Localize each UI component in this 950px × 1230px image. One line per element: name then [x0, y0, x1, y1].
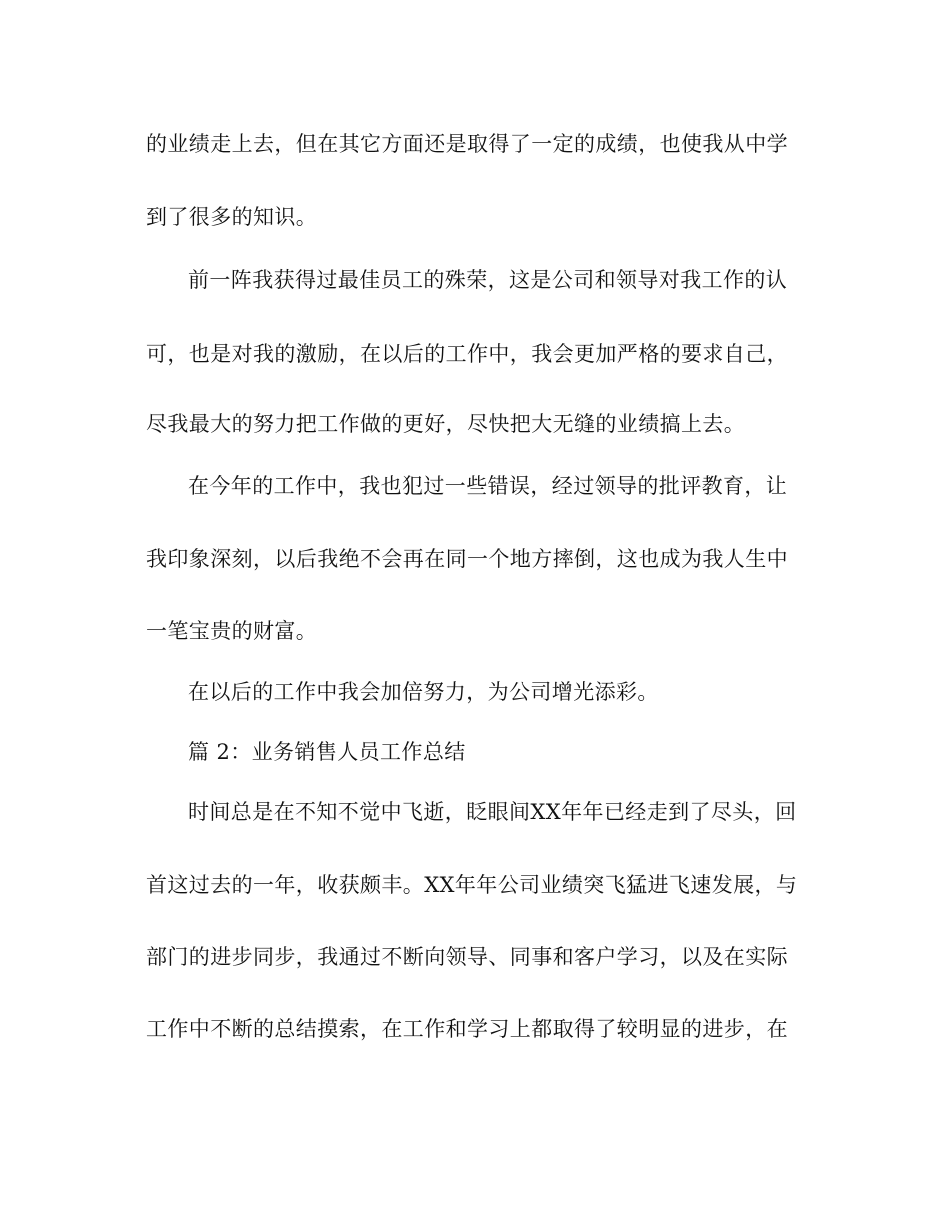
text-line: 首这过去的一年，收获颇丰。XX年年公司业绩突飞猛进飞速发展，与: [146, 873, 798, 897]
text-line: 的业绩走上去，但在其它方面还是取得了一定的成绩，也使我从中学: [146, 132, 788, 156]
text-line: 尽我最大的努力把工作做的更好，尽快把大无缝的业绩搞上去。: [146, 412, 746, 436]
text-line: 我印象深刻，以后我绝不会再在同一个地方摔倒，这也成为我人生中: [146, 547, 788, 571]
text-line: 到了很多的知识。: [146, 205, 318, 229]
paragraph-start-line: 前一阵我获得过最佳员工的殊荣，这是公司和领导对我工作的认: [188, 268, 788, 292]
text-line: 可，也是对我的激励，在以后的工作中，我会更加严格的要求自己，: [146, 342, 788, 366]
text-line: 一笔宝贵的财富。: [146, 619, 318, 643]
paragraph-start-line: 在今年的工作中，我也犯过一些错误，经过领导的批评教育，让: [188, 474, 788, 498]
section-heading: 篇 2：业务销售人员工作总结: [188, 740, 466, 764]
paragraph-start-line: 在以后的工作中我会加倍努力，为公司增光添彩。: [188, 680, 659, 704]
paragraph-start-line: 时间总是在不知不觉中飞逝，眨眼间XX年年已经走到了尽头，回: [188, 800, 797, 824]
text-line: 工作中不断的总结摸索，在工作和学习上都取得了较明显的进步，在: [146, 1017, 788, 1041]
text-line: 部门的进步同步，我通过不断向领导、同事和客户学习，以及在实际: [146, 945, 788, 969]
